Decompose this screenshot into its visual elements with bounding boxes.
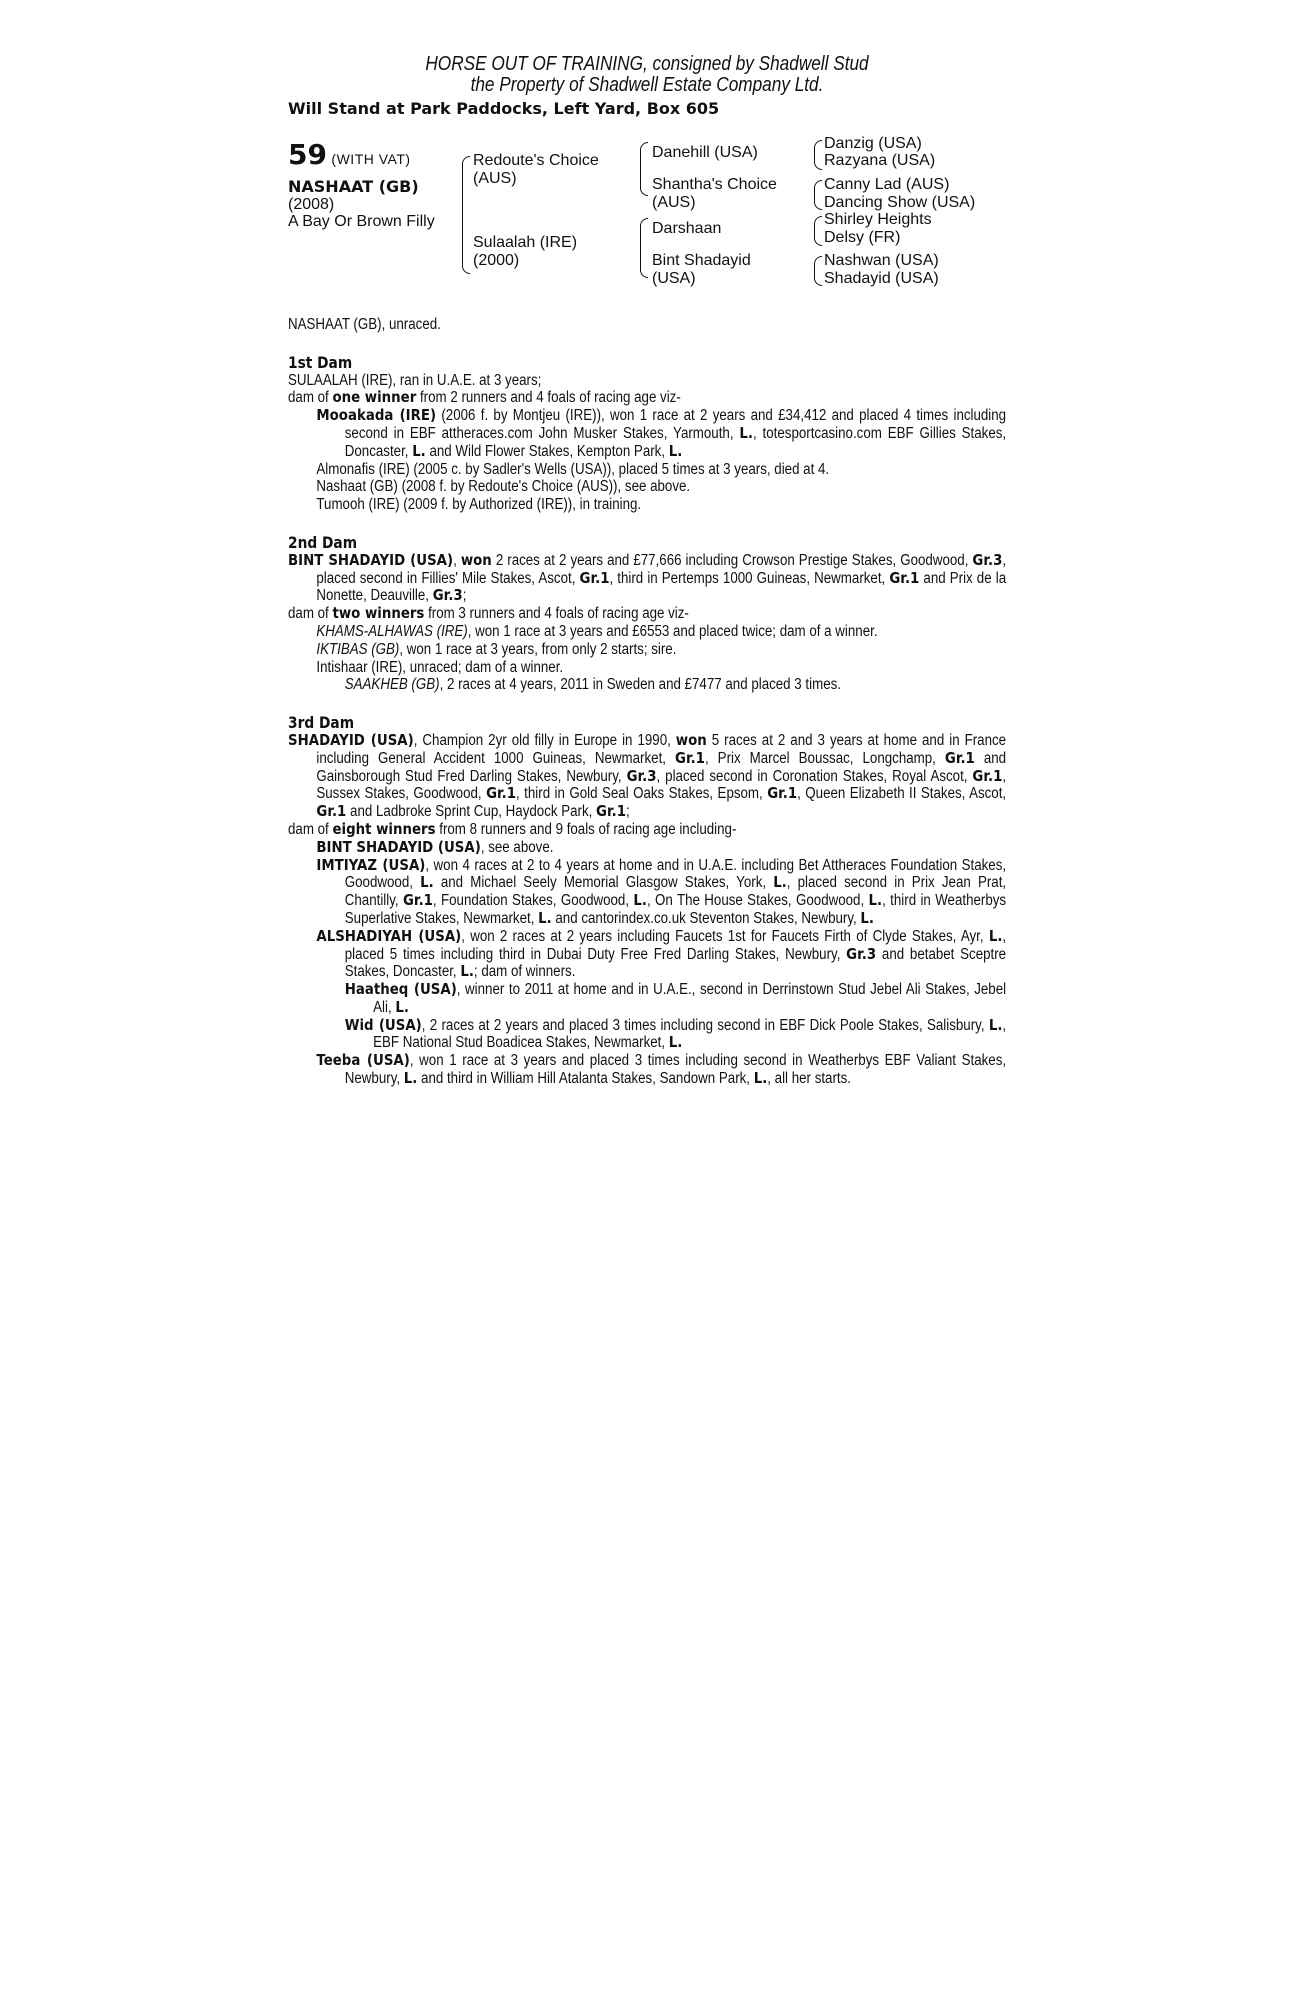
sire-country: (AUS)	[473, 170, 517, 187]
first-dam-produce: dam of one winner from 2 runners and 4 foals of racing age viz-	[288, 388, 681, 407]
produce-iktibas: IKTIBAS (GB), won 1 race at 3 years, from only 2 starts; sire.	[316, 640, 677, 658]
sire-dam: Shantha's Choice	[652, 176, 777, 193]
stand-location: Will Stand at Park Paddocks, Left Yard, Box 605	[288, 99, 720, 118]
produce-wid: Wid (USA), 2 races at 2 years and placed 3 times including second in EBF Dick Poole Stakes, Salisbury, L., EBF National Stud Boadicea Stakes, Newmarket, L.	[344, 1015, 1007, 1052]
dam-sire: Darshaan	[652, 220, 722, 237]
ancestor-sdd: Dancing Show (USA)	[824, 194, 976, 211]
intro-line: NASHAAT (GB), unraced.	[288, 316, 441, 333]
ancestor-sds: Canny Lad (AUS)	[824, 176, 950, 193]
brace-2	[814, 180, 822, 210]
produce-imtiyaz: IMTIYAZ (USA), won 4 races at 2 to 4 years at home and in U.A.E. including Bet Attheraces Foundation Stakes, Goodwood, L. and Michael Seely Memorial Glasgow Stakes, York, L., placed second in Prix Jean Prat, Chantilly, Gr.1, Foundation Stakes, Goodwood, L., On The House Stakes, Goodwood, L., third in Weatherbys Superlative Stakes, Newmarket, L. and cantorindex.co.uk Steventon Stakes, Newbury, L.	[316, 855, 1007, 927]
first-dam-heading: 1st Dam	[288, 352, 353, 372]
lot-info	[288, 138, 435, 230]
produce-mooakada: Mooakada (IRE) (2006 f. by Montjeu (IRE)), won 1 race at 2 years and £34,412 and placed 4 times including second in EBF attheraces.com John Musker Stakes, Yarmouth, L., totesportcasino.com EBF Gillies Stakes, Doncaster, L. and Wild Flower Stakes, Kempton Park, L.	[316, 406, 1007, 460]
brace-4	[814, 256, 822, 286]
pedigree-table	[288, 135, 1006, 298]
sire: Redoute's Choice	[473, 152, 599, 169]
produce-almonafis: Almonafis (IRE) (2005 c. by Sadler's Wells (USA)), placed 5 times at 3 years, died at 4.	[316, 460, 830, 478]
ancestor-ddd: Shadayid (USA)	[824, 270, 939, 287]
third-dam-record: SHADAYID (USA), Champion 2yr old filly in Europe in 1990, won 5 races at 2 and 3 years at home and in France including General Accident 1000 Guineas, Newmarket, Gr.1, Prix Marcel Boussac, Longchamp, Gr.1 and Gainsborough Stud Fred Darling Stakes, Newbury, Gr.3, placed second in Coronation Stakes, Royal Ascot, Gr.1, Sussex Stakes, Goodwood, Gr.1, third in Gold Seal Oaks Stakes, Epsom, Gr.1, Queen Elizabeth II Stakes, Ascot, Gr.1 and Ladbroke Sprint Cup, Haydock Park, Gr.1;	[288, 730, 1007, 821]
sire-dam-brace	[462, 156, 470, 274]
lot-number: 59	[288, 138, 327, 171]
property-line: the Property of Shadwell Estate Company Ltd.	[470, 74, 824, 96]
dam-year: (2000)	[473, 252, 520, 269]
sire-dam-country: (AUS)	[652, 194, 696, 211]
produce-tumooh: Tumooh (IRE) (2009 f. by Authorized (IRE)), in training.	[316, 496, 642, 514]
produce-intishaar: Intishaar (IRE), unraced; dam of a winner.	[316, 658, 564, 676]
pedigree-body	[288, 316, 1006, 1088]
produce-saakheb: SAAKHEB (GB), 2 races at 4 years, 2011 in Sweden and £7477 and placed 3 times.	[344, 676, 841, 694]
sire-line-brace	[640, 142, 648, 196]
foaling-year: (2008)	[288, 196, 335, 213]
produce-haatheq: Haatheq (USA), winner to 2011 at home and in U.A.E., second in Derrinstown Stud Jebel Ali Stakes, Jebel Ali, L.	[344, 980, 1007, 1016]
dam: Sulaalah (IRE)	[473, 234, 578, 251]
ancestor-dds: Nashwan (USA)	[824, 252, 939, 269]
horse-description: A Bay Or Brown Filly	[288, 213, 435, 230]
produce-bint-shadayid: BINT SHADAYID (USA), see above.	[316, 837, 554, 856]
horse-name: NASHAAT (GB)	[288, 177, 419, 196]
second-dam-record: BINT SHADAYID (USA), won 2 races at 2 years and £77,666 including Crowson Prestige Stakes, Goodwood, Gr.3, placed second in Fillies' Mile Stakes, Ascot, Gr.1, third in Pertemps 1000 Guineas, Newmarket, Gr.1 and Prix de la Nonette, Deauville, Gr.3;	[288, 550, 1007, 605]
second-dam-heading: 2nd Dam	[288, 532, 358, 552]
dam-dam: Bint Shadayid	[652, 252, 751, 269]
consignor-line: HORSE OUT OF TRAINING, consigned by Shadwell Stud	[425, 53, 869, 75]
sire-sire: Danehill (USA)	[652, 144, 758, 161]
ancestor-sss: Danzig (USA)	[824, 135, 922, 152]
second-dam-produce: dam of two winners from 3 runners and 4 foals of racing age viz-	[288, 604, 689, 623]
third-dam-produce: dam of eight winners from 8 runners and 9 foals of racing age including-	[288, 819, 737, 838]
produce-nashaat: Nashaat (GB) (2008 f. by Redoute's Choice (AUS)), see above.	[316, 478, 691, 496]
catalogue-page	[288, 54, 1006, 1088]
brace-1	[814, 140, 822, 170]
brace-3	[814, 216, 822, 246]
ancestor-dss: Shirley Heights	[824, 211, 932, 228]
ancestor-ssd: Razyana (USA)	[824, 152, 936, 169]
ancestor-dsd: Delsy (FR)	[824, 229, 901, 246]
vat-label: (WITH VAT)	[331, 151, 411, 167]
produce-teeba: Teeba (USA), won 1 race at 3 years and placed 3 times including second in Weatherbys EBF Valiant Stakes, Newbury, L. and third in William Hill Atalanta Stakes, Sandown Park, L., all her starts.	[316, 1051, 1007, 1088]
dam-dam-country: (USA)	[652, 270, 696, 287]
produce-alshadiyah: ALSHADIYAH (USA), won 2 races at 2 years including Faucets 1st for Faucets Firth of Clyde Stakes, Ayr, L., placed 5 times including third in Dubai Duty Free Fred Darling Stakes, Newbury, Gr.3 and betabet Sceptre Stakes, Doncaster, L.; dam of winners.	[316, 926, 1007, 981]
produce-khams: KHAMS-ALHAWAS (IRE), won 1 race at 3 years and £6553 and placed twice; dam of a winner.	[316, 622, 878, 640]
third-dam-heading: 3rd Dam	[288, 713, 355, 733]
first-dam-line: SULAALAH (IRE), ran in U.A.E. at 3 years;	[288, 371, 542, 389]
dam-line-brace	[640, 218, 648, 278]
